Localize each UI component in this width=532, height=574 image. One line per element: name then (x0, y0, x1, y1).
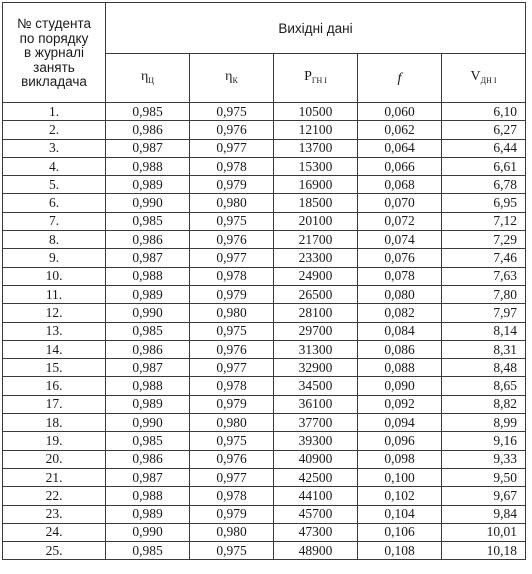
eta-k-cell: 0,978 (190, 487, 274, 505)
f-cell: 0,078 (358, 267, 442, 285)
student-number-cell: 3. (3, 139, 106, 157)
eta-k-cell: 0,978 (190, 157, 274, 175)
student-number-cell: 7. (3, 212, 106, 230)
student-number-cell: 12. (3, 304, 106, 322)
f-cell: 0,074 (358, 231, 442, 249)
student-number-header-line: занять (33, 59, 75, 75)
eta-k-cell: 0,975 (190, 432, 274, 450)
power-cell: 23300 (274, 249, 358, 267)
velocity-cell: 8,65 (442, 377, 526, 395)
table-row (3, 121, 526, 139)
table-row (3, 194, 526, 212)
eta-c-cell: 0,989 (106, 285, 190, 303)
power-cell: 47300 (274, 523, 358, 541)
velocity-cell: 10,01 (442, 523, 526, 541)
f-cell: 0,102 (358, 487, 442, 505)
velocity-cell: 8,31 (442, 340, 526, 358)
eta-c-cell: 0,990 (106, 523, 190, 541)
table-body (3, 103, 526, 560)
table-row (3, 450, 526, 468)
column-subscript: ДН І (480, 75, 497, 85)
velocity-cell: 6,95 (442, 194, 526, 212)
velocity-cell: 7,63 (442, 267, 526, 285)
eta-c-cell: 0,990 (106, 304, 190, 322)
f-cell: 0,080 (358, 285, 442, 303)
column-symbol: η (140, 68, 149, 84)
eta-k-cell: 0,980 (190, 304, 274, 322)
velocity-cell: 6,10 (442, 103, 526, 121)
eta-c-cell: 0,989 (106, 176, 190, 194)
eta-c-cell: 0,990 (106, 414, 190, 432)
power-cell: 15300 (274, 157, 358, 175)
f-cell: 0,106 (358, 523, 442, 541)
student-number-cell: 19. (3, 432, 106, 450)
eta-c-cell: 0,985 (106, 322, 190, 340)
eta-c-cell: 0,988 (106, 487, 190, 505)
student-number-cell: 4. (3, 157, 106, 175)
eta-c-cell: 0,987 (106, 468, 190, 486)
eta-c-cell: 0,989 (106, 505, 190, 523)
velocity-cell: 6,44 (442, 139, 526, 157)
eta-k-cell: 0,979 (190, 176, 274, 194)
f-cell: 0,086 (358, 340, 442, 358)
eta-k-cell: 0,976 (190, 231, 274, 249)
eta-c-cell: 0,985 (106, 432, 190, 450)
velocity-cell: 9,50 (442, 468, 526, 486)
eta-c-cell: 0,987 (106, 359, 190, 377)
eta-k-cell: 0,980 (190, 194, 274, 212)
table-row (3, 249, 526, 267)
student-number-cell: 1. (3, 103, 106, 121)
power-cell: 20100 (274, 212, 358, 230)
student-number-cell: 25. (3, 542, 106, 560)
f-cell: 0,070 (358, 194, 442, 212)
column-header-power (274, 54, 358, 103)
power-cell: 28100 (274, 304, 358, 322)
student-number-cell: 24. (3, 523, 106, 541)
column-symbol: f (397, 70, 402, 86)
table-row (3, 212, 526, 230)
power-cell: 29700 (274, 322, 358, 340)
power-cell: 40900 (274, 450, 358, 468)
table-row (3, 231, 526, 249)
eta-k-cell: 0,977 (190, 359, 274, 377)
eta-c-cell: 0,988 (106, 377, 190, 395)
f-cell: 0,060 (358, 103, 442, 121)
power-cell: 48900 (274, 542, 358, 560)
power-cell: 26500 (274, 285, 358, 303)
f-cell: 0,096 (358, 432, 442, 450)
eta-k-cell: 0,977 (190, 139, 274, 157)
eta-k-cell: 0,979 (190, 505, 274, 523)
table-row (3, 523, 526, 541)
student-number-cell: 5. (3, 176, 106, 194)
power-cell: 34500 (274, 377, 358, 395)
column-header-eta-k (190, 54, 274, 103)
eta-k-cell: 0,977 (190, 468, 274, 486)
eta-c-cell: 0,987 (106, 249, 190, 267)
f-cell: 0,082 (358, 304, 442, 322)
table-row (3, 359, 526, 377)
velocity-cell: 7,12 (442, 212, 526, 230)
velocity-cell: 6,61 (442, 157, 526, 175)
velocity-cell: 9,16 (442, 432, 526, 450)
f-cell: 0,092 (358, 395, 442, 413)
eta-k-cell: 0,976 (190, 450, 274, 468)
table-header (3, 3, 526, 103)
student-number-cell: 14. (3, 340, 106, 358)
table-row (3, 377, 526, 395)
power-cell: 18500 (274, 194, 358, 212)
column-header-velocity (442, 54, 526, 103)
power-cell: 10500 (274, 103, 358, 121)
f-cell: 0,104 (358, 505, 442, 523)
column-symbol: P (304, 68, 312, 84)
table-row (3, 505, 526, 523)
column-subscript: Ц (148, 75, 155, 85)
student-number-cell: 6. (3, 194, 106, 212)
velocity-cell: 9,67 (442, 487, 526, 505)
f-cell: 0,084 (358, 322, 442, 340)
table-row (3, 139, 526, 157)
f-cell: 0,062 (358, 121, 442, 139)
student-number-header-line: № студента (17, 16, 91, 32)
student-number-cell: 11. (3, 285, 106, 303)
f-cell: 0,076 (358, 249, 442, 267)
student-number-cell: 2. (3, 121, 106, 139)
eta-k-cell: 0,977 (190, 249, 274, 267)
eta-k-cell: 0,975 (190, 322, 274, 340)
eta-c-cell: 0,986 (106, 340, 190, 358)
eta-c-cell: 0,985 (106, 542, 190, 560)
student-number-header-line: викладача (21, 74, 87, 90)
f-cell: 0,108 (358, 542, 442, 560)
student-number-cell: 23. (3, 505, 106, 523)
column-subscript: ГН І (311, 75, 327, 85)
velocity-cell: 6,78 (442, 176, 526, 194)
f-cell: 0,066 (358, 157, 442, 175)
velocity-cell: 6,27 (442, 121, 526, 139)
eta-c-cell: 0,985 (106, 212, 190, 230)
velocity-cell: 9,33 (442, 450, 526, 468)
student-number-cell: 16. (3, 377, 106, 395)
student-number-header (3, 3, 106, 103)
input-data-group-header: Вихідні дані (106, 3, 526, 54)
velocity-cell: 7,29 (442, 231, 526, 249)
student-number-cell: 9. (3, 249, 106, 267)
student-number-cell: 21. (3, 468, 106, 486)
power-cell: 39300 (274, 432, 358, 450)
header-row-group (3, 3, 526, 54)
student-number-cell: 13. (3, 322, 106, 340)
f-cell: 0,064 (358, 139, 442, 157)
eta-c-cell: 0,985 (106, 103, 190, 121)
table-row (3, 468, 526, 486)
eta-k-cell: 0,975 (190, 103, 274, 121)
table-row (3, 176, 526, 194)
column-subscript: К (232, 75, 238, 85)
eta-c-cell: 0,986 (106, 121, 190, 139)
power-cell: 21700 (274, 231, 358, 249)
power-cell: 31300 (274, 340, 358, 358)
column-header-f (358, 54, 442, 103)
eta-k-cell: 0,978 (190, 377, 274, 395)
power-cell: 16900 (274, 176, 358, 194)
table-row (3, 432, 526, 450)
eta-k-cell: 0,976 (190, 340, 274, 358)
table-row (3, 322, 526, 340)
table-row (3, 487, 526, 505)
eta-k-cell: 0,975 (190, 542, 274, 560)
table-row (3, 395, 526, 413)
velocity-cell: 8,14 (442, 322, 526, 340)
table-row (3, 304, 526, 322)
table-row (3, 542, 526, 560)
f-cell: 0,090 (358, 377, 442, 395)
power-cell: 42500 (274, 468, 358, 486)
student-number-cell: 17. (3, 395, 106, 413)
column-symbol: η (225, 68, 233, 84)
data-table (2, 2, 526, 560)
power-cell: 32900 (274, 359, 358, 377)
table-row (3, 157, 526, 175)
power-cell: 37700 (274, 414, 358, 432)
table-row (3, 267, 526, 285)
student-number-cell: 22. (3, 487, 106, 505)
velocity-cell: 9,84 (442, 505, 526, 523)
student-number-cell: 18. (3, 414, 106, 432)
velocity-cell: 7,46 (442, 249, 526, 267)
table-row (3, 103, 526, 121)
f-cell: 0,072 (358, 212, 442, 230)
power-cell: 24900 (274, 267, 358, 285)
student-number-header-line: в журналі (23, 45, 85, 61)
power-cell: 36100 (274, 395, 358, 413)
eta-c-cell: 0,988 (106, 267, 190, 285)
eta-k-cell: 0,980 (190, 414, 274, 432)
eta-c-cell: 0,986 (106, 450, 190, 468)
velocity-cell: 10,18 (442, 542, 526, 560)
student-number-cell: 15. (3, 359, 106, 377)
student-number-cell: 8. (3, 231, 106, 249)
velocity-cell: 7,80 (442, 285, 526, 303)
power-cell: 13700 (274, 139, 358, 157)
eta-c-cell: 0,987 (106, 139, 190, 157)
eta-k-cell: 0,979 (190, 395, 274, 413)
f-cell: 0,068 (358, 176, 442, 194)
eta-c-cell: 0,990 (106, 194, 190, 212)
power-cell: 12100 (274, 121, 358, 139)
eta-c-cell: 0,988 (106, 157, 190, 175)
column-symbol: V (470, 68, 481, 84)
velocity-cell: 8,48 (442, 359, 526, 377)
student-number-cell: 10. (3, 267, 106, 285)
f-cell: 0,094 (358, 414, 442, 432)
student-number-header-line: по порядку (19, 30, 89, 46)
eta-k-cell: 0,975 (190, 212, 274, 230)
f-cell: 0,088 (358, 359, 442, 377)
eta-k-cell: 0,976 (190, 121, 274, 139)
table-row (3, 340, 526, 358)
student-number-cell: 20. (3, 450, 106, 468)
eta-k-cell: 0,979 (190, 285, 274, 303)
eta-c-cell: 0,989 (106, 395, 190, 413)
eta-c-cell: 0,986 (106, 231, 190, 249)
velocity-cell: 8,82 (442, 395, 526, 413)
column-header-eta-c (106, 54, 190, 103)
eta-k-cell: 0,980 (190, 523, 274, 541)
power-cell: 44100 (274, 487, 358, 505)
table-row (3, 414, 526, 432)
velocity-cell: 7,97 (442, 304, 526, 322)
velocity-cell: 8,99 (442, 414, 526, 432)
power-cell: 45700 (274, 505, 358, 523)
f-cell: 0,100 (358, 468, 442, 486)
eta-k-cell: 0,978 (190, 267, 274, 285)
table-row (3, 285, 526, 303)
f-cell: 0,098 (358, 450, 442, 468)
